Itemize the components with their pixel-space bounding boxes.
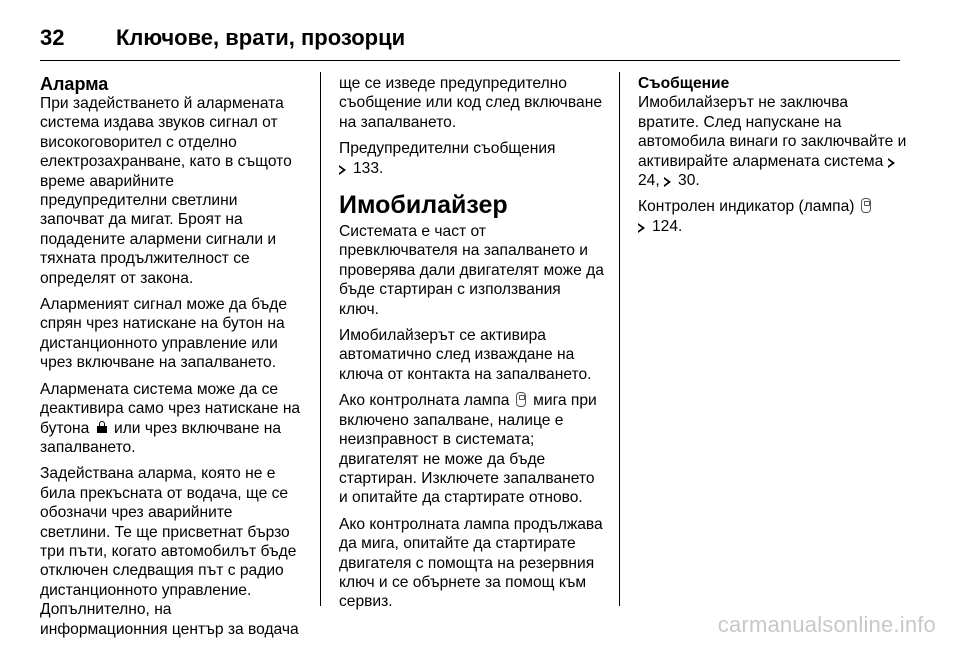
text-segment: Ако контролната лампа bbox=[339, 392, 510, 410]
text-segment: Контролен индикатор (лампа) bbox=[638, 198, 855, 216]
continued-paragraph: ще се изведе предупредително съобщение или код след включване на запалването. bbox=[339, 75, 602, 131]
triangle-reference-icon bbox=[339, 164, 349, 174]
column-immobilizer bbox=[339, 74, 604, 619]
text-segment: Предупредителни съобщения bbox=[339, 140, 556, 158]
column-alarm bbox=[40, 74, 302, 646]
chapter-title: Ключове, врати, прозорци bbox=[116, 25, 406, 50]
immobilizer-lamp-paragraph bbox=[339, 391, 604, 507]
column-divider bbox=[619, 72, 620, 606]
lock-icon bbox=[96, 421, 108, 434]
triangle-reference-icon bbox=[638, 222, 648, 232]
triangle-reference-icon bbox=[664, 176, 674, 186]
page-reference[interactable]: 30. bbox=[678, 172, 700, 190]
page-number: 32 bbox=[40, 25, 65, 50]
triangle-reference-icon bbox=[888, 157, 898, 167]
alarm-paragraph: При задействането й алармената система издава звуков сигнал от високоговорител с отделно електрозахранване, като в същото време аварийните предупредителни светлини започват да мигат. Броят на подадените алармени сигнали и тяхната продължителност се определят от закона. bbox=[40, 95, 292, 287]
section-heading-immobilizer: Имобилайзер bbox=[339, 191, 508, 220]
car-key-lamp-icon bbox=[861, 198, 872, 214]
note-text bbox=[638, 93, 908, 190]
page-reference[interactable]: 24, bbox=[638, 172, 660, 190]
indicator-lamp-paragraph bbox=[638, 197, 908, 236]
page-reference[interactable]: 133. bbox=[353, 159, 384, 177]
warning-messages-reference bbox=[339, 139, 604, 178]
page-reference[interactable]: 124. bbox=[652, 217, 683, 235]
watermark: carmanualsonline.info bbox=[717, 612, 936, 637]
page-header bbox=[40, 16, 920, 60]
immobilizer-paragraph: Системата е част от превключвателя на запалването и проверява дали двигателят може да бъде стартиран с използвания ключ. bbox=[339, 223, 604, 318]
text-segment: Алармената система може да се деактивира само чрез натискане на бутона bbox=[40, 380, 301, 437]
alarm-triggered-paragraph: Задействана аларма, която не е била прекъсната от водача, ще се обозначи чрез аварийните светлини. Те ще присветнат бързо три пъти, когато автомобилът бъде отключен следващия път с радио дистанционното управление. Допълнително, на информационния център за водача bbox=[40, 465, 299, 638]
note-title: Съобщение bbox=[638, 75, 730, 92]
column-divider bbox=[320, 72, 321, 606]
text-segment: или чрез включване на запалването. bbox=[40, 419, 282, 456]
header-rule bbox=[40, 60, 900, 61]
column-note bbox=[638, 74, 908, 243]
immobilizer-activation-paragraph: Имобилайзерът се активира автоматично след изваждане на ключа от контакта на запалването. bbox=[339, 327, 592, 383]
section-heading-alarm: Аларма bbox=[40, 74, 109, 94]
alarm-deactivate-paragraph bbox=[40, 380, 302, 458]
text-segment: мига при включено запалване, налице е неизправност в системата; двигателят не може да бъде стартиран. Изключете запалването и опитайте да стартирате отново. bbox=[339, 392, 597, 507]
immobilizer-service-paragraph: Ако контролната лампа продължава да мига, опитайте да стартирате двигателя с помощта на резервния ключ и се обърнете за помощ към сервиз. bbox=[339, 515, 603, 611]
text-segment: Имобилайзерът не заключва вратите. След напускане на автомобила винаги го заключвайте и активирайте алармената система bbox=[638, 94, 907, 170]
alarm-stop-paragraph: Алармeният сигнал може да бъде спрян чрез натискане на бутон на дистанционното управление или чрез включване на запалването. bbox=[40, 296, 288, 372]
car-key-lamp-icon bbox=[516, 392, 527, 408]
